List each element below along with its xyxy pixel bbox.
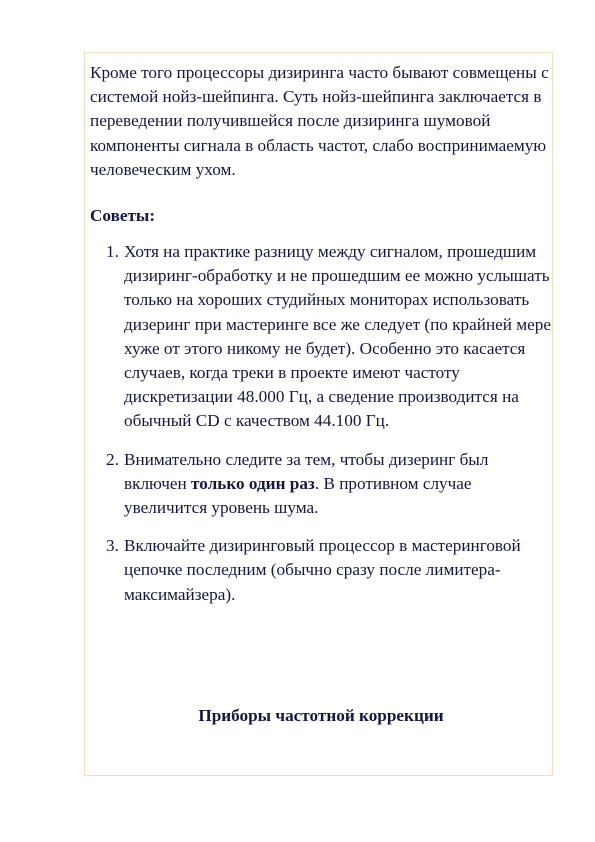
tips-heading: Советы: <box>90 206 156 226</box>
list-item <box>90 448 552 521</box>
section-title: Приборы частотной коррекции <box>198 706 444 725</box>
list-item <box>90 534 552 607</box>
list-item-number: 3. <box>106 536 119 556</box>
list-item-text-end: . В противном случае увеличится уровень шума. <box>124 473 472 518</box>
list-item-text: Включайте дизиринговый процессор в мастеринговой цепочке последним (обычно сразу после лимитера-максимайзера). <box>124 536 521 604</box>
list-item-text-start: Внимательно следите за тем, чтобы дизеринг был включен <box>124 449 489 493</box>
list-item-text: Хотя на практике разницу между сигналом, прошедшим дизиринг-обработку и не прошедшим ее можно услышать только на хороших студийных мониторах использовать дизеринг при мастеринге все же следует (по крайней мере хуже от этого никому не будет). Особенно это касается случаев, когда треки в проекте имеют частоту дискретизации 48.000 Гц, а сведение производится на обычный CD с качеством 44.100 Гц. <box>124 242 552 431</box>
list-item <box>90 240 552 434</box>
tips-list <box>90 240 552 607</box>
list-item-emphasis: только один раз <box>191 473 315 493</box>
intro-paragraph: Кроме того процессоры дизиринга часто бывают совмещены с системой нойз-шейпинга. Суть нойз-шейпинга заключается в переведении получившейся после дизиринга шумовой компоненты сигнала в область частот, слабо воспринимаемую человеческим ухом. <box>90 63 549 179</box>
list-item-number: 1. <box>106 242 119 262</box>
document-body <box>90 61 552 621</box>
list-item-number: 2. <box>106 449 119 469</box>
